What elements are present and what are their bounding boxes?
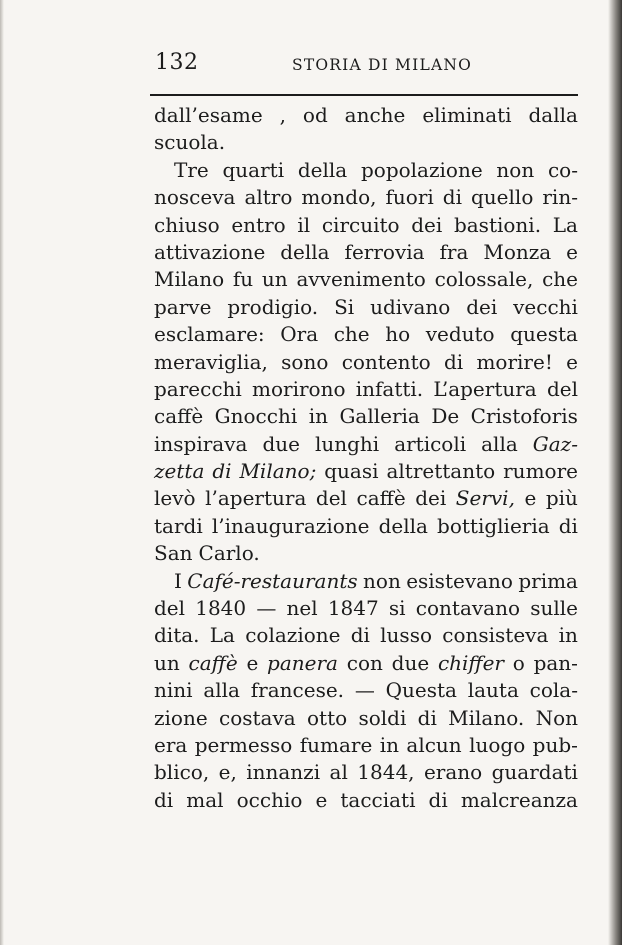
text-word: articoli: [394, 431, 467, 456]
text-word: del: [154, 596, 186, 621]
text-word: L’apertura: [433, 376, 537, 401]
text-word: al: [329, 760, 348, 785]
text-word: bottiglieria: [437, 513, 550, 538]
text-word: Carlo.: [198, 541, 260, 566]
text-word: entro: [231, 212, 286, 237]
text-word: parve: [154, 294, 212, 319]
text-line: [154, 650, 578, 677]
text-word: parecchi: [154, 376, 242, 401]
text-word: popolazione: [360, 157, 483, 182]
text-word: sono: [281, 349, 329, 374]
text-word: o: [512, 650, 525, 675]
text-line: [154, 321, 578, 348]
text-word: di: [154, 787, 174, 812]
text-word: ferrovia: [344, 239, 425, 264]
text-word: francese.: [250, 678, 345, 703]
text-word: in: [308, 404, 328, 429]
text-word: l’apertura: [205, 486, 307, 511]
text-word: Gnocchi: [214, 404, 298, 429]
text-word: alcun: [406, 732, 462, 757]
text-word: lunghi: [314, 431, 380, 456]
text-word: otto: [307, 705, 348, 730]
text-word: di: [417, 705, 437, 730]
text-word: dei: [466, 294, 498, 319]
text-word: innanzi: [246, 760, 321, 785]
text-word: co-: [547, 157, 578, 182]
text-word: fu: [232, 267, 254, 292]
text-line: [154, 568, 578, 595]
text-word: scuola.: [154, 130, 226, 155]
text-word: caffè: [188, 650, 238, 675]
text-word: tardi: [154, 513, 203, 538]
text-word: mondo,: [301, 185, 377, 210]
page-number: 132: [155, 50, 199, 75]
text-line: [154, 184, 578, 211]
text-line: [154, 513, 578, 540]
text-word: occhio: [236, 787, 303, 812]
text-word: più: [545, 486, 578, 511]
text-word: Questa: [385, 678, 457, 703]
text-word: soldi: [358, 705, 407, 730]
text-word: contento: [341, 349, 431, 374]
text-word: pan-: [533, 650, 578, 675]
text-word: un: [261, 267, 288, 292]
text-word: dita.: [154, 623, 200, 648]
text-word: morire!: [476, 349, 553, 374]
text-word: di: [350, 623, 370, 648]
text-word: Si: [334, 294, 355, 319]
text-line: [154, 239, 578, 266]
text-word: alla: [203, 678, 240, 703]
text-word: dei: [415, 486, 447, 511]
text-word: Café-restaurants: [187, 568, 358, 593]
text-word: l’inaugurazione: [211, 513, 370, 538]
text-word: pub-: [532, 732, 578, 757]
text-line: [154, 622, 578, 649]
text-line: [154, 129, 578, 156]
text-word: ,: [279, 103, 286, 127]
text-word: anche: [344, 103, 406, 127]
text-word: due: [391, 650, 430, 675]
page-binding-shadow: [608, 0, 622, 945]
text-word: I: [174, 568, 182, 593]
text-word: sulle: [530, 596, 578, 621]
text-word: consisteva: [442, 623, 549, 648]
text-word: meraviglia,: [154, 349, 268, 374]
text-word: questa: [510, 322, 578, 347]
text-line: [154, 485, 578, 512]
text-word: altrettanto: [386, 459, 496, 484]
text-word: caffè: [154, 404, 204, 429]
text-word: chiffer: [437, 650, 504, 675]
text-word: dalla: [528, 103, 578, 127]
text-word: quello: [471, 185, 534, 210]
text-word: morirono: [252, 376, 346, 401]
text-word: fuori: [385, 185, 434, 210]
text-word: dall’esame: [154, 103, 263, 127]
text-word: rumore: [503, 459, 578, 484]
text-word: San: [154, 541, 193, 566]
text-word: costava: [219, 705, 296, 730]
text-word: dei: [411, 212, 443, 237]
text-line: [154, 376, 578, 403]
text-word: Monza: [483, 239, 552, 264]
text-line: [154, 403, 578, 430]
text-line: [154, 431, 578, 458]
text-word: si: [388, 596, 406, 621]
text-word: e: [566, 239, 578, 264]
text-word: alla: [481, 431, 518, 456]
text-line: [154, 705, 578, 732]
text-word: bastioni.: [453, 212, 542, 237]
text-word: della: [297, 157, 348, 182]
text-word: panera: [267, 650, 338, 675]
text-word: esistevano: [406, 568, 513, 593]
text-word: lusso: [380, 623, 433, 648]
text-word: Non: [535, 705, 578, 730]
text-word: veduto: [425, 322, 495, 347]
text-word: Milano: [154, 267, 225, 292]
text-word: zetta: [154, 459, 205, 484]
text-word: quarti: [222, 157, 285, 182]
text-word: che: [333, 322, 370, 347]
text-word: altro: [244, 185, 293, 210]
text-line: [154, 294, 578, 321]
text-line: [154, 540, 578, 567]
text-word: in: [558, 623, 578, 648]
text-word: luogo: [469, 732, 526, 757]
text-line: [154, 458, 578, 485]
text-word: di: [558, 513, 578, 538]
text-word: e: [315, 787, 328, 812]
text-line: [154, 759, 578, 786]
text-word: di: [212, 459, 232, 484]
text-word: malcreanza: [460, 787, 578, 812]
text-word: il: [297, 212, 311, 237]
text-word: —: [354, 678, 375, 703]
text-word: non: [363, 568, 401, 593]
text-line: [154, 349, 578, 376]
text-word: e: [246, 650, 259, 675]
text-line: [154, 102, 578, 129]
text-word: lauta: [467, 678, 519, 703]
text-word: chiuso: [154, 212, 220, 237]
text-word: della: [378, 513, 428, 538]
text-word: permesso: [194, 732, 293, 757]
text-word: fra: [439, 239, 469, 264]
text-word: Milano;: [239, 459, 317, 484]
text-line: [154, 787, 578, 814]
text-word: vecchi: [513, 294, 578, 319]
text-word: Ora: [280, 322, 319, 347]
text-word: nini: [154, 678, 193, 703]
text-word: quasi: [324, 459, 379, 484]
text-word: di: [443, 349, 464, 374]
text-word: mal: [186, 787, 224, 812]
text-word: era: [154, 732, 188, 757]
text-word: del: [315, 486, 347, 511]
text-word: un: [154, 650, 180, 675]
text-word: —: [256, 596, 277, 621]
text-word: udivano: [370, 294, 451, 319]
text-word: in: [379, 732, 399, 757]
text-word: che: [542, 267, 578, 292]
text-word: Milano.: [448, 705, 525, 730]
text-word: Cristoforis: [470, 404, 578, 429]
text-line: [154, 677, 578, 704]
page-left-edge-shadow: [0, 0, 4, 945]
text-word: di: [442, 185, 462, 210]
text-word: Gaz-: [532, 431, 578, 456]
text-word: nosceva: [154, 185, 236, 210]
text-line: [154, 266, 578, 293]
text-word: cola-: [529, 678, 578, 703]
text-line: [154, 732, 578, 759]
text-word: inspirava: [154, 431, 248, 456]
text-word: levò: [154, 486, 196, 511]
text-word: prima: [518, 568, 578, 593]
text-word: e,: [218, 760, 237, 785]
text-word: tacciati: [340, 787, 416, 812]
text-word: Tre: [174, 157, 209, 182]
text-word: La: [209, 623, 235, 648]
text-line: [154, 212, 578, 239]
text-word: colossale,: [434, 267, 534, 292]
text-word: prodigio.: [227, 294, 319, 319]
text-word: non: [496, 157, 535, 182]
header-rule: [150, 94, 578, 96]
running-title: STORIA DI MILANO: [292, 56, 473, 74]
text-word: di: [428, 787, 448, 812]
text-word: caffè: [356, 486, 406, 511]
text-line: [154, 595, 578, 622]
text-word: zione: [154, 705, 208, 730]
page-header: [152, 50, 580, 90]
text-word: fumare: [299, 732, 373, 757]
text-word: Galleria: [339, 404, 420, 429]
text-word: del: [546, 376, 578, 401]
text-word: eliminati: [422, 103, 512, 127]
text-word: erano: [423, 760, 483, 785]
text-word: due: [262, 431, 300, 456]
text-word: La: [552, 212, 578, 237]
text-word: 1847: [327, 596, 379, 621]
text-word: blico,: [154, 760, 210, 785]
text-word: e: [524, 486, 537, 511]
text-word: avvenimento: [296, 267, 426, 292]
text-word: infatti.: [355, 376, 424, 401]
text-word: nel: [286, 596, 318, 621]
text-word: 1840: [195, 596, 247, 621]
body-text: [154, 102, 578, 814]
text-word: con: [346, 650, 383, 675]
text-word: od: [302, 103, 328, 127]
text-word: contavano: [415, 596, 521, 621]
text-word: della: [280, 239, 330, 264]
text-word: De: [431, 404, 460, 429]
text-word: rin-: [542, 185, 578, 210]
text-word: Servi,: [455, 486, 515, 511]
text-word: e: [566, 349, 578, 374]
text-word: circuito: [321, 212, 400, 237]
text-word: guardati: [491, 760, 578, 785]
text-line: [154, 157, 578, 184]
text-word: 1844,: [357, 760, 415, 785]
text-word: esclamare:: [154, 322, 265, 347]
text-word: attivazione: [154, 239, 266, 264]
text-word: colazione: [245, 623, 341, 648]
text-word: ho: [385, 322, 411, 347]
